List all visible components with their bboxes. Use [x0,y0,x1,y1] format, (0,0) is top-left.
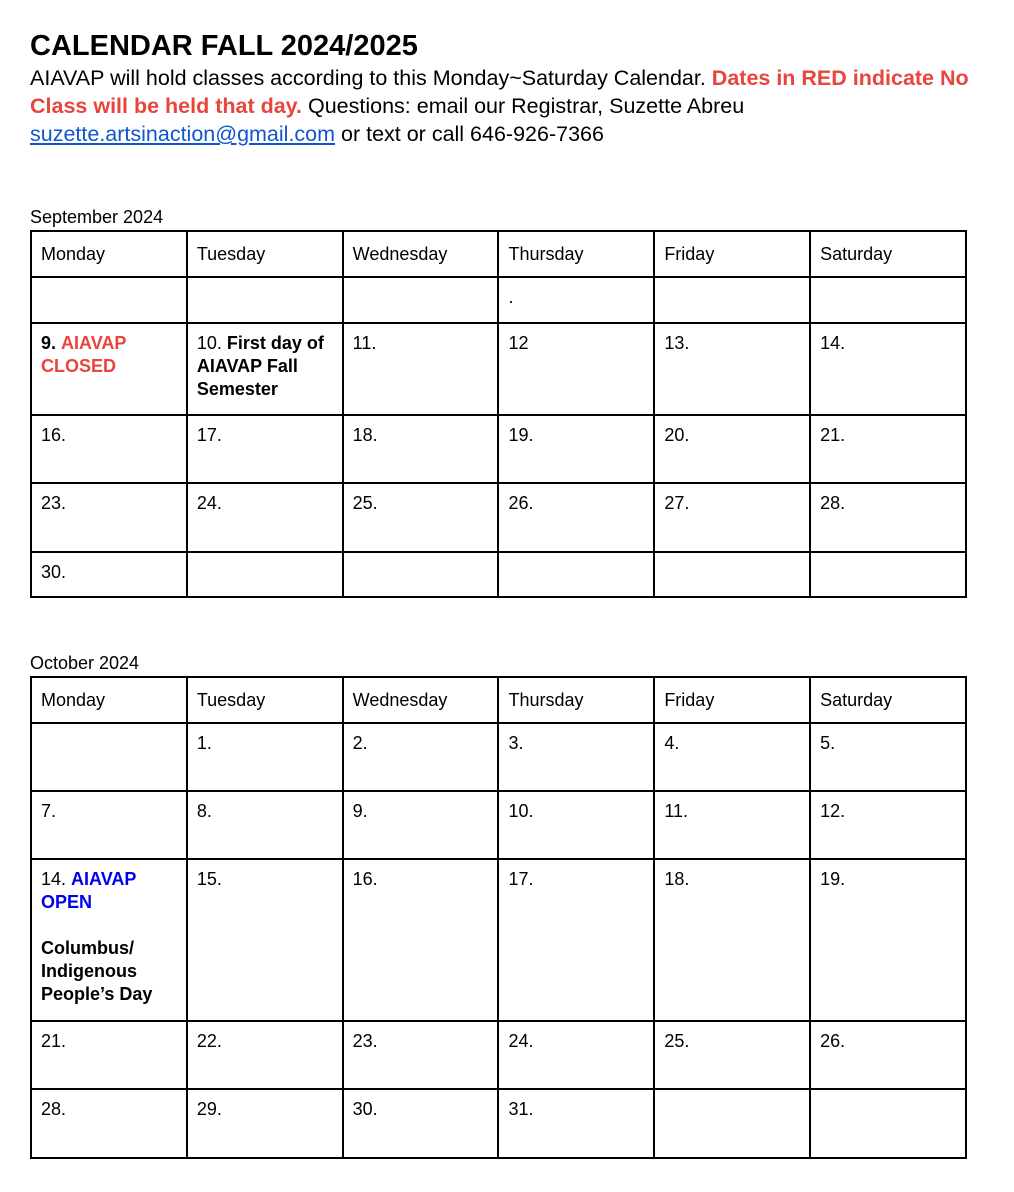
day-cell: 29. [187,1089,343,1158]
calendar-october [30,676,967,1159]
day-cell: 27. [654,483,810,552]
week-row [31,552,966,597]
day-cell [810,1089,966,1158]
weekday-header: Friday [654,677,810,723]
day-cell [654,1089,810,1158]
open-notice: AIAVAP OPEN [41,869,137,912]
day-cell: 12 [498,323,654,415]
day-cell: 8. [187,791,343,859]
week-row [31,859,966,1021]
intro-phone: or text or call 646-926-7366 [335,122,604,146]
intro-text: AIAVAP will hold classes according to this Monday~Saturday Calendar. [30,66,712,90]
weekday-header: Tuesday [187,677,343,723]
day-cell [187,277,343,323]
day-cell: 19. [498,415,654,483]
weekday-header-row [31,231,966,277]
day-cell [31,277,187,323]
day-cell: 22. [187,1021,343,1089]
week-row [31,1089,966,1158]
day-cell [654,552,810,597]
day-cell: 16. [31,415,187,483]
day-cell: 16. [343,859,499,1021]
day-cell: 21. [31,1021,187,1089]
intro-paragraph [30,64,990,148]
day-cell-sep-10 [187,323,343,415]
day-cell [343,552,499,597]
day-cell: 18. [343,415,499,483]
day-cell: 18. [654,859,810,1021]
day-cell: 26. [498,483,654,552]
no-class-notice: Dates in RED indicate No Class will be held that day. [30,66,969,118]
day-cell: 23. [31,483,187,552]
month-label-september: September 2024 [30,207,164,227]
day-cell: 12. [810,791,966,859]
day-cell: 28. [810,483,966,552]
weekday-header: Saturday [810,677,966,723]
week-row [31,1021,966,1089]
holiday-name: Columbus/ Indigenous People’s Day [41,938,153,1004]
day-cell: 21. [810,415,966,483]
day-cell-oct-14 [31,859,187,1021]
day-cell: 25. [343,483,499,552]
page-title: CALENDAR FALL 2024/2025 [30,30,418,62]
weekday-header: Thursday [498,231,654,277]
calendar-september [30,230,967,598]
week-row [31,791,966,859]
day-cell: 5. [810,723,966,791]
first-day-notice: First day of AIAVAP Fall Semester [196,333,324,399]
weekday-header: Thursday [498,677,654,723]
day-cell: 11. [343,323,499,415]
day-cell: . [498,277,654,323]
day-cell: 2. [343,723,499,791]
day-cell: 17. [187,415,343,483]
day-cell: 19. [810,859,966,1021]
day-cell [187,552,343,597]
week-row [31,415,966,483]
day-cell: 1. [187,723,343,791]
day-cell [810,277,966,323]
weekday-header: Saturday [810,231,966,277]
week-row [31,277,966,323]
day-cell: 26. [810,1021,966,1089]
day-cell: 9. [343,791,499,859]
day-cell: 23. [343,1021,499,1089]
day-cell [810,552,966,597]
weekday-header-row [31,677,966,723]
weekday-header: Wednesday [343,677,499,723]
day-cell: 20. [654,415,810,483]
day-cell: 31. [498,1089,654,1158]
day-cell: 11. [654,791,810,859]
day-cell [343,277,499,323]
day-cell [498,552,654,597]
day-cell: 24. [498,1021,654,1089]
day-cell: 15. [187,859,343,1021]
weekday-header: Monday [31,231,187,277]
day-cell: 10. [498,791,654,859]
day-cell [654,277,810,323]
day-cell: 4. [654,723,810,791]
weekday-header: Wednesday [343,231,499,277]
day-cell: 24. [187,483,343,552]
day-cell: 17. [498,859,654,1021]
weekday-header: Friday [654,231,810,277]
day-cell: 28. [31,1089,187,1158]
day-cell: 25. [654,1021,810,1089]
closed-notice: AIAVAP CLOSED [41,333,127,376]
month-label-october: October 2024 [30,653,140,673]
day-cell: 13. [654,323,810,415]
day-cell: 7. [31,791,187,859]
day-number: 14. [41,869,67,889]
intro-questions: Questions: email our Registrar, Suzette Abreu [302,94,745,118]
day-number: 10. [196,333,222,353]
week-row [31,723,966,791]
day-cell-sep-9 [31,323,187,415]
day-cell: 3. [498,723,654,791]
weekday-header: Tuesday [187,231,343,277]
day-cell: 30. [31,552,187,597]
registrar-email-link[interactable]: suzette.artsinaction@gmail.com [30,122,336,146]
day-number: 9. [41,333,57,353]
weekday-header: Monday [31,677,187,723]
day-cell: 14. [810,323,966,415]
week-row [31,483,966,552]
day-cell: 30. [343,1089,499,1158]
day-cell [31,723,187,791]
week-row [31,323,966,415]
